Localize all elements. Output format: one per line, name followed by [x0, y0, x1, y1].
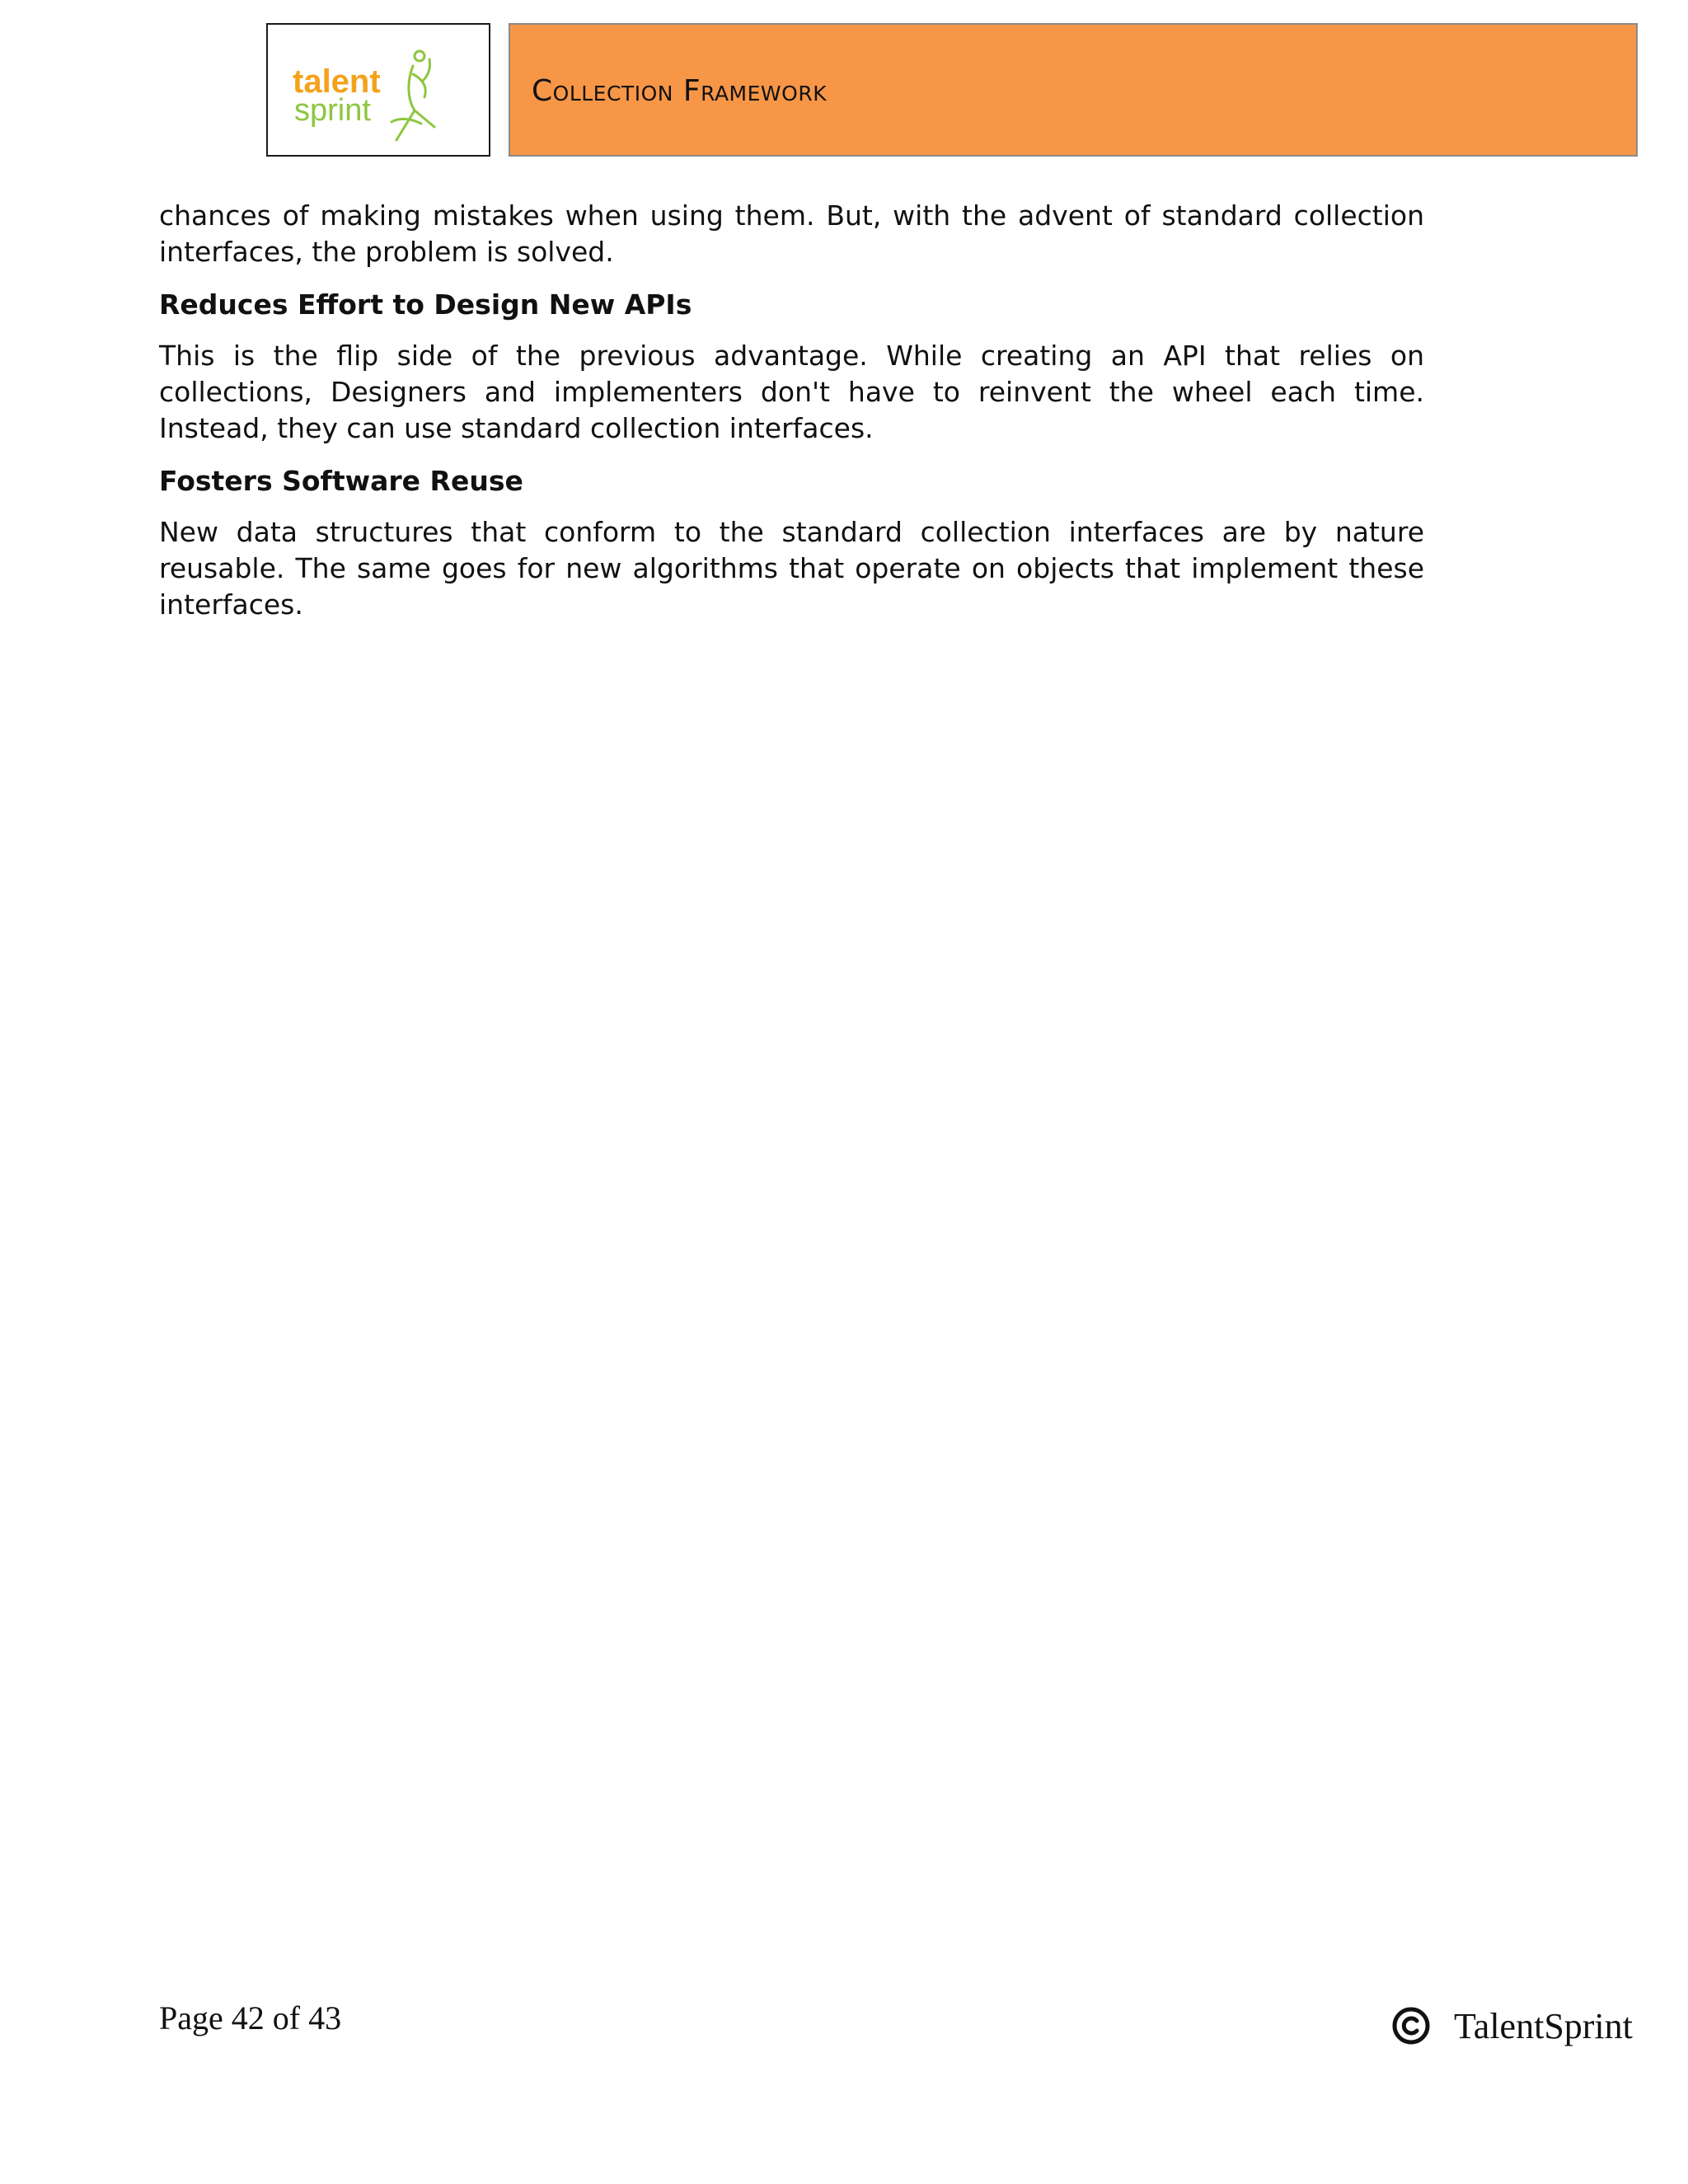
footer-copyright — [1391, 2001, 1633, 2050]
section-heading-software-reuse: Fosters Software Reuse — [159, 465, 523, 497]
section-body-reduces-effort: This is the flip side of the previous advantage. While creating an API that relies on collections, Designers and implementers don't have to reinvent the wheel each time. Instead, they can use standard collection interfaces. — [159, 340, 1424, 444]
logo-text-talent: talent — [293, 63, 381, 100]
logo-box — [266, 23, 490, 157]
copyright-icon — [1391, 2006, 1431, 2046]
logo-text-sprint: sprint — [294, 93, 371, 128]
document-title: Collection Framework — [532, 74, 828, 108]
section-heading-reduces-effort: Reduces Effort to Design New APIs — [159, 288, 692, 321]
talentsprint-logo — [268, 25, 492, 158]
intro-paragraph: chances of making mistakes when using them. But, with the advent of standard collection interfaces, the problem is solved. — [159, 199, 1424, 268]
document-body — [159, 198, 1424, 640]
logo-figure-icon — [392, 51, 434, 140]
header-bar — [509, 23, 1638, 157]
section-body-software-reuse: New data structures that conform to the standard collection interfaces are by nature reusable. The same goes for new algorithms that operate on objects that implement these interfaces. — [159, 516, 1424, 621]
footer-brand: TalentSprint — [1454, 2005, 1633, 2046]
page-number: Page 42 of 43 — [159, 1999, 342, 2036]
